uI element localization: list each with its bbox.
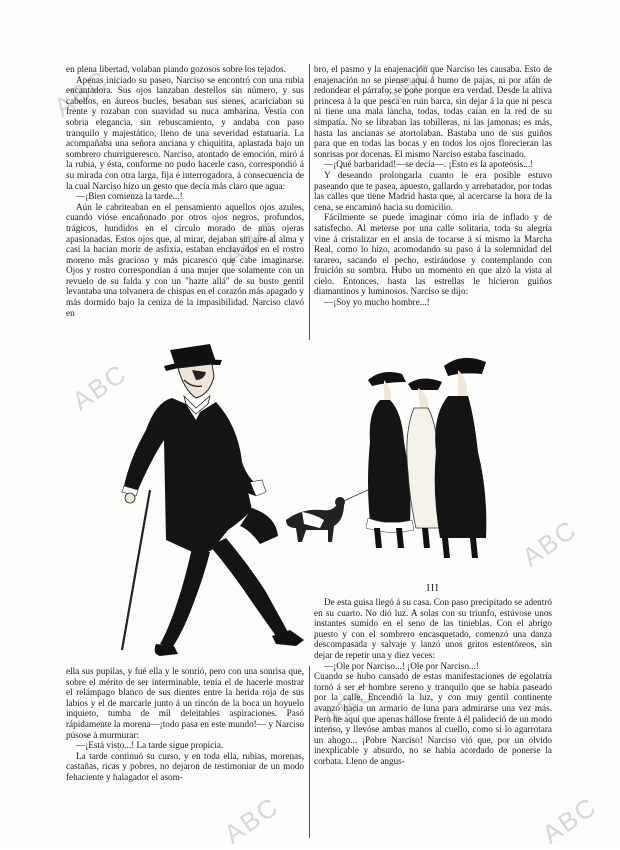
watermark-mid-left: ABC — [66, 357, 133, 417]
column-right-bottom — [314, 597, 552, 837]
paragraph: Y deseando prolongarla cuanto le era posible estuvo paseando que te pasea, apuesto, gallardo y arrebatador, por todas las calles que tiene Madrid hasta que, al acercarse la hora de la cena, se encaminó hacia su domicilio. — [314, 169, 552, 212]
paragraph: —¡Ole por Narciso...! ¡Ole por Narciso...! — [324, 660, 479, 671]
watermark-top-left: ABC — [48, 63, 115, 123]
paragraph: bro, el pasmo y la enajenación que Narciso les causaba. Esto de enajenación no se piense aquí á humo de pajas, ni por afán de redondear el párrafo; se pone porque era verdad. Desde la altiva princesa á la que pesca en ruin barca, sin dejar á la que ni pesca ni tiene una mala lancha, todas, todas caían en la red de su simpatía. No se libraban las tobilleras, ni las jamonas; es más, hasta las ancianas se atortolaban. Bastaba uno de sus guiños para que en todas las bocas y en todos los ojos florecieran las sonrisas por docenas. El mismo Narciso estaba fascinado. — [314, 64, 552, 159]
paragraph: —¡Bien comienza la tarde...! — [76, 191, 183, 202]
watermark-lower-center: ABC — [316, 675, 383, 735]
watermark-top-right: ABC — [376, 55, 443, 115]
paragraph: —¡Qué barbaridad!—se decía—. ¡Esto es la apoteosis...! — [324, 159, 534, 170]
column-divider-bottom — [309, 666, 310, 838]
section-heading: III — [426, 583, 440, 594]
paragraph: Aún le cabriteaban en el pensamiento aquellos ojos azules, cuando vióse encañonado por otros ojos negros, profundos, trágicos, hundidos en el círculo morado de unas ojeras apasionadas. Estos ojos que, al mirar, dejaban sin aire al alma y casi la hacían morir de asfixia, estaban enclavados en el rostro moreno más gracioso y más picaresco que cabe imaginarse. Ojos y rostro correspondían á una mujer que solamente con un revuelo de su falda y con un "hazte allá" de su busto gentil levantaba una tolvanera de chispas en el corazón más apagado y más dormido bajo la ceniza de la impasibilidad. Narciso clavó en — [66, 201, 304, 318]
illustration-women-with-dog — [272, 352, 502, 576]
column-right-top — [314, 64, 552, 356]
paragraph: De esta guisa llegó á su casa. Con paso precipitado se adentró en su cuarto. No dió luz. A solas con su triunfo, estúvose unos instantes sumido en el seno de las tinieblas. Con el abrigo puesto y con el sombrero encasquetado, comenzó una danza descompasada y salvaje y lanzó unos gritos estentóreos, sin dejar de repetir una y diez veces: — [314, 597, 552, 660]
column-left-top — [66, 64, 304, 340]
paragraph: en plena libertad, volaban piando gozosos sobre los tejados. — [66, 64, 286, 74]
paragraph: La tarde continuó su curso, y en toda ella, rubias, morenas, castañas, ricas y pobres, no dejaron de testimoniar de un modo fehaciente y halagador el asom- — [66, 750, 304, 782]
paragraph: Fácilmente se puede imaginar cómo iría de inflado y de satisfecho. Al meterse por una calle solitaria, toda su alegría vine á cristalizar en el ansia de tocarse á sí mismo la Marcha Real, como lo hizo, acomodando su paso á la solemnidad del tarareo, sacando el pecho, estirándose y contemplando con fruición su sombra. Hubo un momento en que alzó la vista al cielo. Entonces, hasta las estrellas le hicieron guiños diamantinos y luminosos. Narciso se dijo: — [314, 212, 552, 297]
watermark-mid-center: ABC — [218, 213, 285, 273]
watermark-bottom-left: ABC — [218, 790, 285, 850]
column-divider-top — [309, 64, 310, 340]
paragraph: —¡Está visto...! La tarde sigue propicia. — [76, 740, 224, 751]
paragraph: Apenas iniciado su paseo, Narciso se encontró con una rubia encantadora. Sus ojos lanzaban destellos sin número, y sus cabellos, en áureos bucles, besaban sus sienes, acariciaban su frente y rozaban con suavidad su nuca ambarina. Vestía con sobria elegancia, sin rebuscamiento, y andaba con paso tranquilo y majestático, lleno de una severidad estatuaria. La acompañaba una señora anciana y chiquitita, aplastada bajo un sombrero churrigueresco. Narciso, atontado de emoción, miró á la rubia, y ésta, conforme no pudo hacerle caso, correspondió á su mirada con otra larga, fija é interrogadora, á consecuencia de la cual Narciso hizo un gesto que decía más claro que agua: — [66, 74, 304, 191]
paragraph: Cuando se hubo cansado de estas manifestaciones de egolatría tornó á ser el hombre sereno y tranquilo que se había paseado por la calle. Encendió la luz, y con muy gentil continente avanzó hacia un armario de luna para admirarse una vez más. Pero he aquí que apenas hállose frente á él palideció de un modo intenso, y llevóse ambas manos al cuello, como si lo agarrotara un ahogo... ¡Pobre Narciso! Narciso vió que, por un olvido inexplicable y absurdo, no se había acordado de ponerse la corbata. Lleno de angus- — [314, 671, 552, 766]
paragraph: —¡Soy yo mucho hombre...! — [324, 297, 430, 308]
watermark-bottom-right: ABC — [536, 790, 603, 850]
watermark-mid-right: ABC — [516, 513, 583, 573]
column-left-bottom — [66, 666, 304, 836]
paragraph: ella sus pupilas, y fué ella y le sonrió, pero con una sonrisa que, sobre el mérito de ser interminable, tenía el de hacerle mostrar el relámpago blanco de sus dientes entre la herida roja de sus labios y el de marcarle junto á un rincón de la boca un hoyuelo inquieto, tumba de mil deleitables aspiraciones. Pasó rápidamente la morena—¡todo pasa en este mundo!— y Narciso púsose á murmurar: — [66, 666, 304, 740]
